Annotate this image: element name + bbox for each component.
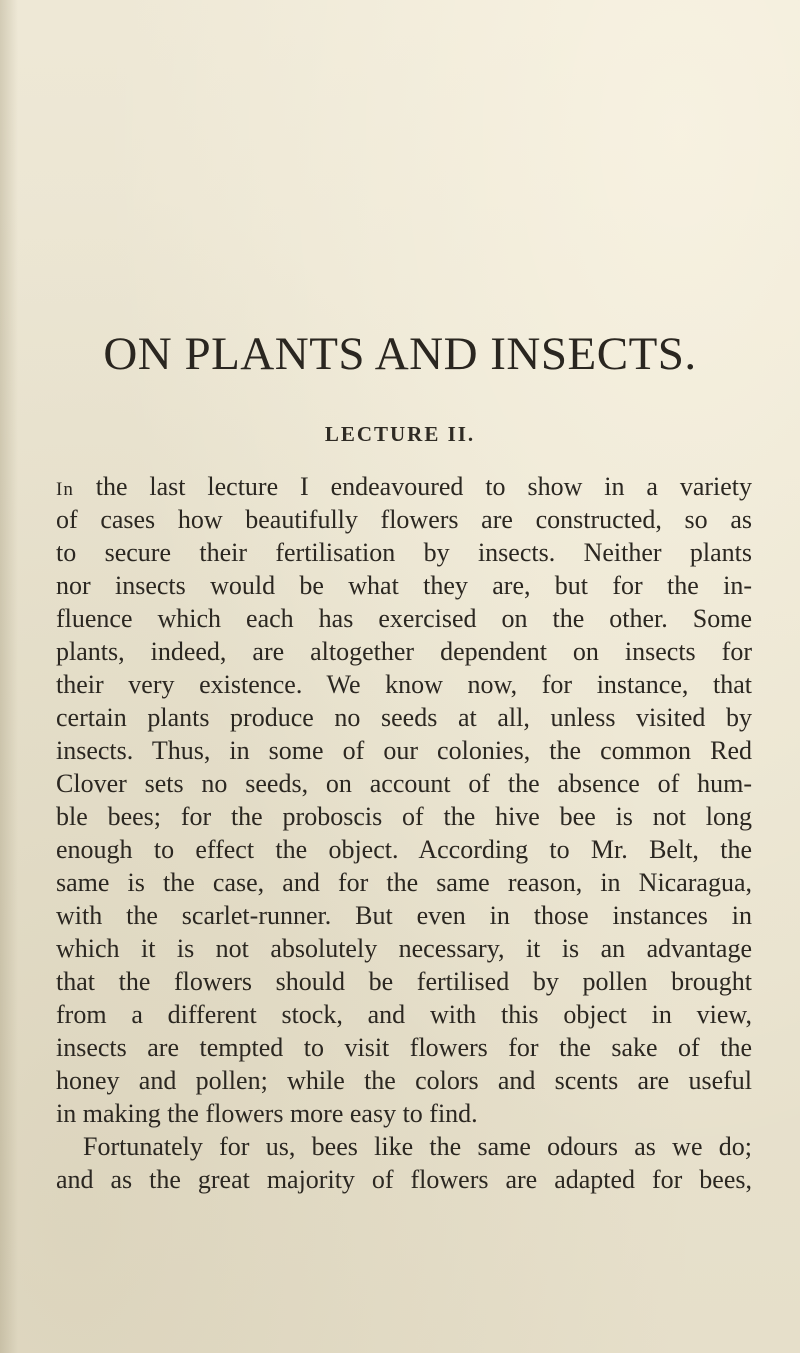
text-line-21: Fortunately for us, bees like the same odours as we do;	[83, 1132, 752, 1161]
text-line-20: in making the flowers more easy to find.	[56, 1099, 478, 1128]
text-line-17: from a different stock, and with this object in view,	[56, 1000, 752, 1029]
text-line-14: with the scarlet-runner. But even in those instances in	[56, 901, 752, 930]
text-line-16: that the flowers should be fertilised by pollen brought	[56, 967, 752, 996]
text-line-18: insects are tempted to visit flowers for the sake of the	[56, 1033, 752, 1062]
text-line-5: fluence which each has exercised on the other. Some	[56, 604, 752, 633]
initial-word: In	[56, 479, 74, 500]
text-line-12: enough to effect the object. According to Mr. Belt, the	[56, 835, 752, 864]
text-line-15: which it is not absolutely necessary, it is an advantage	[56, 934, 752, 963]
text-line-10: Clover sets no seeds, on account of the absence of hum-	[56, 769, 752, 798]
body-text	[56, 470, 752, 1196]
text-line-7: their very existence. We know now, for instance, that	[56, 670, 752, 699]
text-line-8: certain plants produce no seeds at all, unless visited by	[56, 703, 752, 732]
text-line-19: honey and pollen; while the colors and scents are useful	[56, 1066, 752, 1095]
text-line-1: In the last lecture I endeavoured to show in a variety	[56, 472, 753, 501]
text-line-13: same is the case, and for the same reason, in Nicaragua,	[56, 868, 752, 897]
page-title: ON PLANTS AND INSECTS.	[103, 328, 697, 380]
lecture-heading: LECTURE II.	[324, 422, 476, 446]
text-line-9: insects. Thus, in some of our colonies, the common Red	[56, 736, 752, 765]
text-line-3: to secure their fertilisation by insects. Neither plants	[56, 538, 752, 567]
text-line-2: of cases how beautifully flowers are constructed, so as	[56, 505, 752, 534]
text-line-22: and as the great majority of flowers are adapted for bees,	[56, 1165, 752, 1194]
text-line-11: ble bees; for the proboscis of the hive bee is not long	[56, 802, 752, 831]
text-line-4: nor insects would be what they are, but for the in-	[56, 571, 752, 600]
text-line-6: plants, indeed, are altogether dependent on insects for	[56, 637, 752, 666]
page-edge-shadow	[0, 0, 18, 1353]
